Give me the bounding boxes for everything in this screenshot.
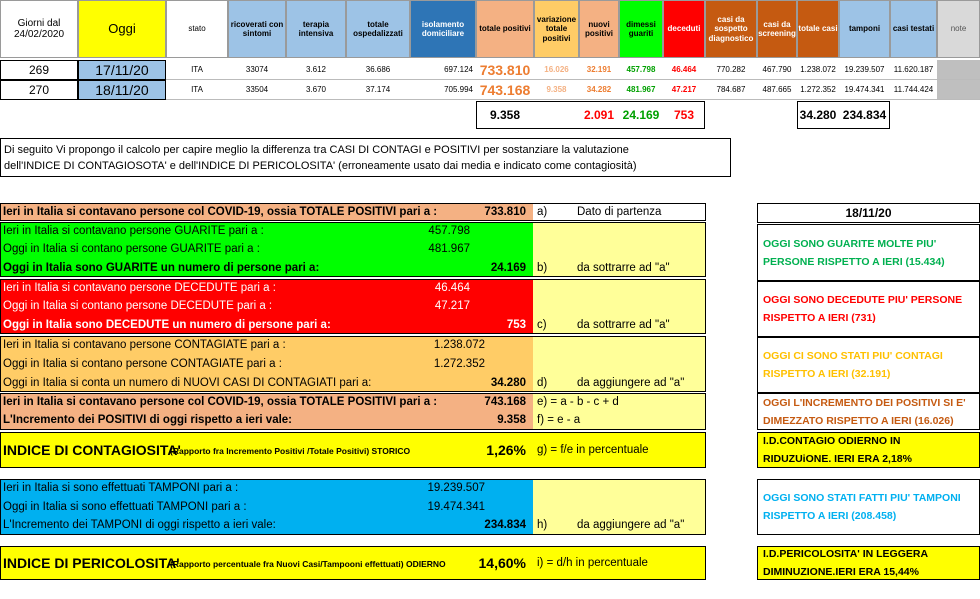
- row-f-value: 9.358: [497, 414, 526, 426]
- side-note-contagi: [757, 337, 980, 393]
- tamponi-value-2: 19.474.341: [427, 501, 485, 513]
- row2-nuovi: 34.282: [579, 80, 619, 100]
- indice-pericolo-tag: i) = d/h in percentuale: [537, 557, 648, 569]
- side-note-guariti-l1: OGGI SONO GUARITE MOLTE PIU': [763, 237, 937, 250]
- row1-dimessi: 457.798: [619, 60, 663, 80]
- row-e-tag: e) = a - b - c + d: [537, 396, 619, 408]
- deceduti-desc: da sottrarre ad "a": [577, 319, 670, 331]
- side-note-decedute: [757, 281, 980, 337]
- row1-terapia: 3.612: [286, 60, 346, 80]
- deceduti-line-1: Ieri in Italia si contavano persone DECEDUTE pari a :: [3, 282, 276, 294]
- header-dimessi: dimessi guariti: [619, 0, 663, 58]
- contagiati-tag: d): [537, 377, 548, 389]
- guariti-value-3: 24.169: [490, 262, 526, 274]
- side-note-guariti: [757, 224, 980, 281]
- diff-deceduti: 753: [673, 108, 695, 122]
- tamponi-line-2: Oggi in Italia si sono effettuati TAMPONI pari a :: [3, 501, 247, 513]
- tamponi-value-3: 234.834: [484, 519, 526, 531]
- indice-pericolo-value: 14,60%: [478, 555, 526, 571]
- indice-contagio-tag: g) = f/e in percentuale: [537, 444, 649, 456]
- contagiati-line-1: Ieri in Italia si contavano persone CONTAGIATE pari a :: [3, 339, 286, 351]
- row1-nuovi: 32.191: [579, 60, 619, 80]
- deceduti-value-2: 47.217: [434, 300, 470, 312]
- diff-nuovi-positivi: 2.091: [583, 108, 615, 122]
- row2-ospedalizzati: 37.174: [346, 80, 410, 100]
- side-note-incremento: [757, 393, 980, 430]
- row-f-tag: f) = e - a: [537, 414, 581, 426]
- tamponi-line-3: L'Incremento dei TAMPONI di oggi rispetto a ieri vale:: [3, 519, 276, 531]
- row2-variazione: 9.358: [534, 80, 579, 100]
- row2-dimessi: 481.967: [619, 80, 663, 100]
- contagiati-desc: da aggiungere ad "a": [577, 377, 685, 389]
- header-giorni: Giorni dal 24/02/2020: [0, 0, 78, 58]
- row-e-text: Ieri in Italia si contavano persone col COVID-19, ossia TOTALE POSITIVI pari a :: [3, 396, 438, 408]
- row1-day: 269: [0, 60, 78, 80]
- contagiati-line-2: Oggi in Italia si contano persone CONTAGIATE pari a :: [3, 358, 282, 370]
- row2-ricoverati: 33504: [228, 80, 286, 100]
- header-ospedalizzati: totale ospedalizzati: [346, 0, 410, 58]
- row1-deceduti: 46.464: [663, 60, 705, 80]
- row-e-value: 743.168: [484, 396, 526, 408]
- header-totale-casi: totale casi: [797, 0, 839, 58]
- side-note-contagio-idx-l1: I.D.CONTAGIO ODIERNO IN: [763, 435, 901, 447]
- row-a-text: Ieri in Italia si contavano persone col COVID-19, ossia TOTALE POSITIVI pari a :: [3, 206, 438, 218]
- row2-screening: 487.665: [757, 80, 797, 100]
- side-note-pericolo-idx: [757, 546, 980, 580]
- row-a-desc: Dato di partenza: [577, 206, 662, 218]
- guariti-value-1: 457.798: [428, 225, 470, 237]
- row2-casi-testati: 11.744.424: [890, 80, 937, 100]
- header-casi-testati: casi testati: [890, 0, 937, 58]
- row2-date: 18/11/20: [78, 80, 166, 100]
- guariti-tag: b): [537, 262, 548, 274]
- row1-screening: 467.790: [757, 60, 797, 80]
- side-note-pericolo-idx-l2: DIMINUZIONE.IERI ERA 15,44%: [763, 566, 919, 578]
- tamponi-value-1: 19.239.507: [427, 482, 485, 494]
- row2-isolamento: 705.994: [410, 80, 476, 100]
- guariti-line-2: Oggi in Italia si contano persone GUARITE pari a :: [3, 243, 260, 255]
- side-note-incremento-l2: DIMEZZATO RISPETTO A IERI (16.026): [763, 414, 954, 427]
- row1-totale-casi: 1.238.072: [797, 60, 839, 80]
- indice-contagio-sub: (Rapporto fra Incremento Positivi /Totale Positivi) STORICO: [170, 446, 411, 456]
- row1-casi-testati: 11.620.187: [890, 60, 937, 80]
- side-note-contagi-l2: RISPETTO A IERI (32.191): [763, 368, 891, 380]
- indice-contagio-value: 1,26%: [486, 442, 526, 458]
- diff-totale-casi: 34.280: [799, 108, 837, 122]
- row1-note: [937, 60, 980, 80]
- side-note-pericolo-idx-l1: I.D.PERICOLOSITA' IN LEGGERA: [763, 548, 929, 560]
- row2-note: [937, 80, 980, 100]
- row-a-value: 733.810: [484, 206, 526, 218]
- side-note-incremento-l1: OGGI L'INCREMENTO DEI POSITIVI SI E': [763, 396, 966, 409]
- side-note-contagio-idx: [757, 432, 980, 468]
- tamponi-tag: h): [537, 519, 548, 531]
- row1-ospedalizzati: 36.686: [346, 60, 410, 80]
- contagiati-value-2: 1.272.352: [433, 358, 485, 370]
- diff-totale-positivi: 9.358: [489, 108, 521, 122]
- diff-tamponi: 234.834: [842, 108, 887, 122]
- row1-sospetto: 770.282: [705, 60, 757, 80]
- header-sospetto: casi da sospetto diagnostico: [705, 0, 757, 58]
- row1-isolamento: 697.124: [410, 60, 476, 80]
- deceduti-value-1: 46.464: [434, 282, 470, 294]
- side-note-tamponi-l2: RISPETTO A IERI (208.458): [763, 510, 897, 522]
- contagiati-value-1: 1.238.072: [433, 339, 485, 351]
- row1-stato: ITA: [166, 60, 228, 80]
- row1-totale-positivi: 733.810: [476, 60, 534, 80]
- deceduti-line-3: Oggi in Italia sono DECEDUTE un numero di persone pari a:: [3, 319, 331, 331]
- tamponi-desc: da aggiungere ad "a": [577, 519, 685, 531]
- header-totale-positivi: totale positivi: [476, 0, 534, 58]
- row2-day: 270: [0, 80, 78, 100]
- header-ricoverati: ricoverati con sintomi: [228, 0, 286, 58]
- row2-deceduti: 47.217: [663, 80, 705, 100]
- guariti-line-3: Oggi in Italia sono GUARITE un numero di persone pari a:: [3, 262, 320, 274]
- header-oggi: Oggi: [78, 0, 166, 58]
- row1-ricoverati: 33074: [228, 60, 286, 80]
- header-note: note: [937, 0, 980, 58]
- side-note-contagi-l1: OGGI CI SONO STATI PIU' CONTAGI: [763, 350, 943, 362]
- intro-line-2: dell'INDICE DI CONTAGIOSOTA' e dell'INDICE DI PERICOLOSITA' (erroneamente usato dai media e indicato come contagiosità): [4, 160, 637, 172]
- header-terapia: terapia intensiva: [286, 0, 346, 58]
- side-note-decedute-l1: OGGI SONO DECEDUTE PIU' PERSONE: [763, 294, 963, 306]
- diff-dimessi: 24.169: [622, 108, 660, 122]
- side-note-tamponi-l1: OGGI SONO STATI FATTI PIU' TAMPONI: [763, 492, 961, 504]
- guariti-desc: da sottrarre ad "a": [577, 262, 670, 274]
- header-stato: stato: [166, 0, 228, 58]
- indice-pericolo-title: INDICE DI PERICOLOSITA': [3, 555, 180, 571]
- row2-totale-positivi: 743.168: [476, 80, 534, 100]
- row1-date: 17/11/20: [78, 60, 166, 80]
- deceduti-line-2: Oggi in Italia si contano persone DECEDUTE pari a :: [3, 300, 273, 312]
- row2-totale-casi: 1.272.352: [797, 80, 839, 100]
- guariti-value-2: 481.967: [428, 243, 470, 255]
- row2-terapia: 3.670: [286, 80, 346, 100]
- header-screening: casi da screening: [757, 0, 797, 58]
- row-a-tag: a): [537, 206, 548, 218]
- header-nuovi-positivi: nuovi positivi: [579, 0, 619, 58]
- deceduti-tag: c): [537, 319, 547, 331]
- header-deceduti: deceduti: [663, 0, 705, 58]
- contagiati-value-3: 34.280: [490, 377, 526, 389]
- side-date-box: 18/11/20: [757, 203, 980, 223]
- side-note-contagio-idx-l2: RIDUZUiONE. IERI ERA 2,18%: [763, 453, 912, 465]
- tamponi-line-1: Ieri in Italia si sono effettuati TAMPONI pari a :: [3, 482, 239, 494]
- row2-stato: ITA: [166, 80, 228, 100]
- indice-pericolo-sub: (Rapporto percentuale fra Nuovi Casi/Tampooni effettuati) ODIERNO: [170, 559, 446, 569]
- contagiati-line-3: Oggi in Italia si conta un numero di NUOVI CASI DI CONTAGIATI pari a:: [3, 377, 372, 389]
- row2-sospetto: 784.687: [705, 80, 757, 100]
- row-f-text: L'Incremento dei POSITIVI di oggi rispetto a ieri vale:: [3, 414, 293, 426]
- intro-line-1: Di seguito Vi propongo il calcolo per capire meglio la differenza tra CASI DI CONTAGI e POSITIVI per sostanziare la valutazione: [4, 144, 629, 156]
- header-isolamento: isolamento domiciliare: [410, 0, 476, 58]
- side-note-tamponi: [757, 479, 980, 535]
- row1-variazione: 16.026: [534, 60, 579, 80]
- side-note-guariti-l2: PERSONE RISPETTO A IERI (15.434): [763, 255, 945, 268]
- header-tamponi: tamponi: [839, 0, 890, 58]
- deceduti-value-3: 753: [506, 319, 526, 331]
- row2-tamponi: 19.474.341: [839, 80, 890, 100]
- indice-contagio-title: INDICE DI CONTAGIOSITA': [3, 442, 181, 458]
- side-note-decedute-l2: RISPETTO A IERI (731): [763, 312, 876, 324]
- header-variazione: variazione totale positivi: [534, 0, 579, 58]
- guariti-line-1: Ieri in Italia si contavano persone GUARITE pari a :: [3, 225, 264, 237]
- row1-tamponi: 19.239.507: [839, 60, 890, 80]
